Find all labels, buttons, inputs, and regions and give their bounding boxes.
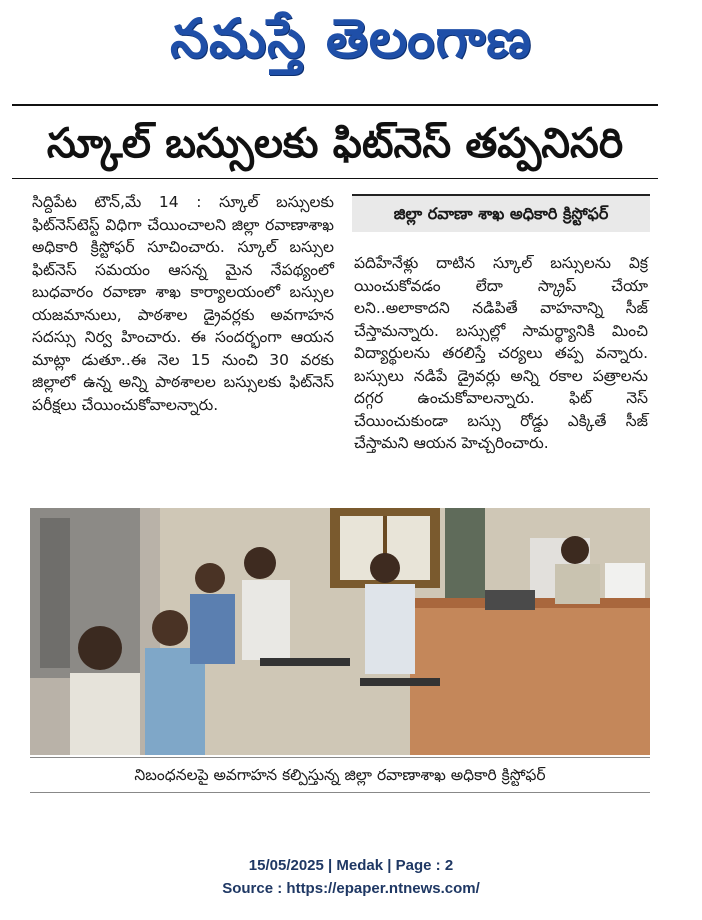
- headline-bottom-rule: [12, 178, 658, 179]
- footer-edition-line: [0, 857, 702, 874]
- footer-edition: Medak: [336, 857, 384, 874]
- photo-caption: నిబంధనలపై అవగాహన కల్పిస్తున్న జిల్లా రవాణాశాఖ అధికారి క్రిస్టోఫర్: [30, 757, 650, 793]
- footer-separator: |: [387, 857, 392, 874]
- footer-date: 15/05/2025: [248, 857, 324, 874]
- footer-source-link[interactable]: https://epaper.ntnews.com/: [286, 880, 480, 897]
- article-left-column: సిద్దిపేట టౌన్,మే 14 : స్కూల్ బస్సులకు ఫిట్‌నెస్‌టెస్ట్ విధిగా చేయించాలని జిల్లా రవాణాశాఖ అధికారి క్రిస్టోఫర్ సూచించారు. స్కూల్ బస్సుల ఫిట్‌నెస్ సమయం ఆసన్న మైన నేపథ్యంలో బుధవారం రవాణా శాఖ కార్యాలయంలో బస్సుల యజమానులు, పాఠశాల డ్రైవర్లకు అవగాహన సదస్సు నిర్వ హించారు. ఈ సందర్భంగా ఆయన మాట్లా డుతూ..ఈ నెల 15 నుంచి 30 వరకు జిల్లాలో ఉన్న అన్ని పాఠశాలల బస్సులకు ఫిట్‌నెస్ పరీక్షలు చేయించుకోవాలన్నారు.: [32, 193, 334, 414]
- article-headline: స్కూల్ బస్సులకు ఫిట్‌నెస్ తప్పనిసరి: [46, 119, 624, 167]
- meeting-photo-illustration: [30, 508, 650, 755]
- article-right-column: పదిహేనేళ్లు దాటిన స్కూల్ బస్సులను విక్ర యించుకోవడం లేదా స్క్రాప్ చేయా లని..అలాకాదని నడిపితే వాహనాన్ని సీజ్ చేస్తామన్నారు. బస్సుల్లో సామర్థ్యానికి మించి విద్యార్థులను తరలిస్తే చర్యలు తప్ప వన్నారు. బస్సులు నడిపే డ్రైవర్లు అన్ని రకాల పత్రాలను దగ్గర ఉంచుకోవాలన్నారు. ఫిట్ నెస్ చేయించుకుండా బస్సు రోడ్డు ఎక్కితే సీజ్ చేస్తామని ఆయన హెచ్చరించారు.: [354, 254, 648, 452]
- news-photo: [30, 508, 650, 755]
- footer-page: Page : 2: [395, 857, 454, 874]
- footer-separator: |: [328, 857, 333, 874]
- headline-top-rule: [12, 104, 658, 106]
- footer-source-label: Source :: [222, 880, 283, 897]
- footer-source-line: [0, 880, 702, 897]
- newspaper-masthead: నమస్తే తెలంగాణ: [170, 7, 532, 70]
- article-subhead: జిల్లా రవాణా శాఖ అధికారి క్రిస్టోఫర్: [352, 194, 650, 232]
